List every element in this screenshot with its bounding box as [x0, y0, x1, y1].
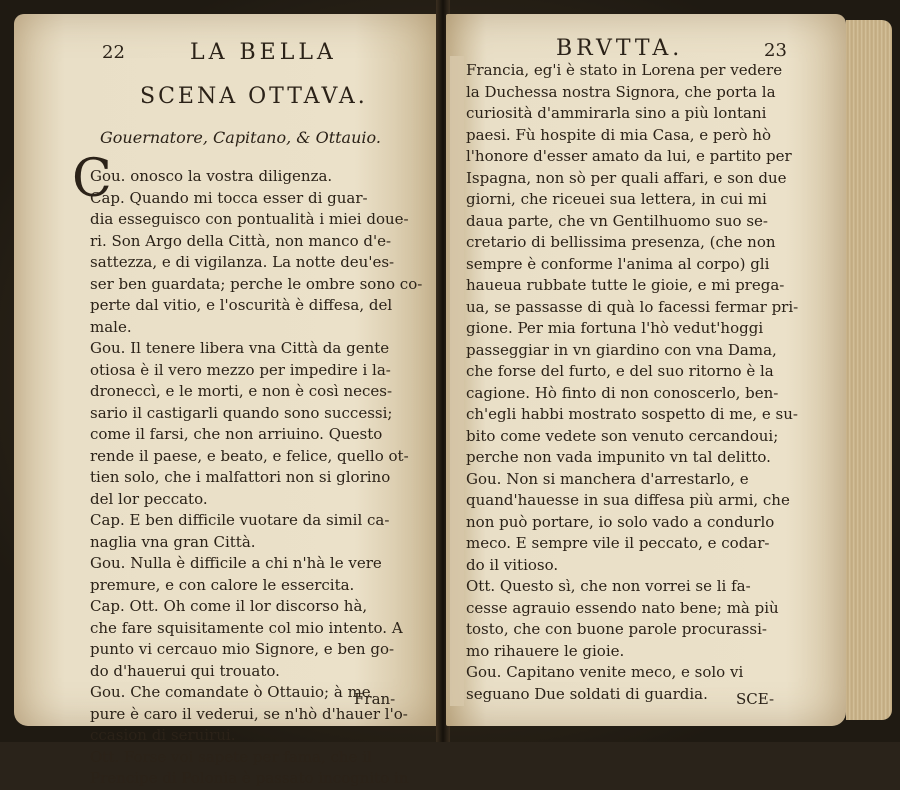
text-line: haueua rubbate tutte le gioie, e mi prega-: [466, 276, 785, 294]
text-line: Gou. Nulla è difficile a chi n'hà le vere: [90, 554, 382, 572]
text-line: Gou. onosco la vostra diligenza.: [90, 167, 333, 185]
text-line: Gou. Capitano venite meco, e solo vi: [466, 663, 744, 681]
text-line: male.: [90, 317, 132, 336]
text-line: Cap. E ben difficile vuotare da simil ca-: [90, 511, 390, 529]
text-line: rende il paese, e beato, e felice, quello ot-: [90, 446, 409, 465]
text-line: cagione. Hò finto di non conoscerlo, ben-: [466, 383, 779, 402]
page-edges: [846, 20, 892, 720]
catchword-left: Fran-: [354, 690, 396, 708]
text-line: do il vitioso.: [466, 555, 559, 574]
scene-title: SCENA OTTAVA.: [140, 84, 368, 109]
text-line: bito come vedete son venuto cercandoui;: [466, 426, 779, 445]
right-page: [446, 14, 846, 726]
text-line: Ott. Questo sì, che non vorrei se li fa-: [466, 577, 751, 595]
text-line: perte dal vitio, e l'oscurità è diffesa, del: [90, 296, 393, 314]
page-number-left: 22: [102, 42, 125, 63]
text-line: droneccì, e le morti, e non è così neces-: [90, 382, 393, 400]
text-line: ua, se passasse di quà lo facessi fermar pri-: [466, 297, 799, 316]
text-line: seguano Due soldati di guardia.: [466, 684, 708, 703]
text-line: sario il castigarli quando sono successi;: [90, 403, 393, 422]
text-line: Ispagna, non sò per quali affari, e son due: [466, 168, 787, 187]
text-line: tien solo, che i malfattori non si glorino: [90, 468, 391, 486]
text-line: punto vi cercauo mio Signore, e ben go-: [90, 640, 395, 658]
text-line: gione. Per mia fortuna l'hò vedut'hoggi: [466, 319, 764, 337]
text-line: ri. Son Argo della Città, non manco d'e-: [90, 231, 392, 250]
text-line: Francia, eg'i è stato in Lorena per vedere: [466, 61, 783, 79]
text-line: Gou. Non si manchera d'arrestarlo, e: [466, 469, 749, 488]
text-line: giorni, che riceuei sua lettera, in cui mi: [466, 190, 767, 208]
page-number-right: 23: [764, 40, 787, 61]
text-line: ccasion di seruirui.: [90, 726, 236, 744]
text-line: Cap. Ott. Oh come il lor discorso hà,: [90, 597, 368, 615]
running-head-right: BRVTTA.: [556, 36, 684, 61]
text-line: daua parte, che vn Gentilhuomo suo se-: [466, 211, 768, 230]
text-line: sempre è conforme l'anima al corpo) gli: [466, 254, 770, 273]
paper-fold-strip: [450, 56, 464, 706]
text-line: non può portare, io solo vado a condurlo: [466, 512, 775, 531]
text-line: Cap. Quando mi tocca esser di guar-: [90, 188, 368, 207]
text-line: pure è caro il vederui, se n'hò d'hauer l'o-: [90, 704, 408, 723]
text-line: del lor peccato.: [90, 489, 208, 508]
text-line: curiosità d'ammirarla sino a più lontani: [466, 104, 767, 122]
text-line: ser ben guardata; perche le ombre sono co-: [90, 274, 423, 293]
running-head-left: LA BELLA: [190, 40, 337, 65]
scene-speakers: Gouernatore, Capitano, & Ottauio.: [100, 128, 381, 147]
text-line: quand'hauesse in sua diffesa più armi, che: [466, 491, 790, 509]
text-line: Prencipe di Polonia è passato incognito in: [90, 769, 409, 787]
text-line: perche non vada impunito vn tal delitto.: [466, 448, 771, 466]
right-text-block: [466, 60, 838, 705]
catchword-right: SCE-: [736, 690, 775, 708]
text-line: do d'hauerui qui trouato.: [90, 661, 280, 680]
text-line: che forse del furto, e del suo ritorno è la: [466, 362, 774, 380]
text-line: Gou. Il tenere libera vna Città da gente: [90, 339, 390, 357]
text-line: paesi. Fù hospite di mia Casa, e però hò: [466, 125, 772, 144]
text-line: la Duchessa nostra Signora, che porta la: [466, 82, 776, 101]
text-line: cesse agrauio essendo nato bene; mà più: [466, 598, 779, 617]
text-line: tosto, che con buone parole procurassi-: [466, 620, 767, 638]
text-line: dia esseguisco con pontualità i miei doue-: [90, 210, 409, 228]
text-line: ch'egli habbi mostrato sospetto di me, e su-: [466, 405, 798, 423]
text-line: sattezza, e di vigilanza. La notte deu'es-: [90, 253, 395, 271]
text-line: naglia vna gran Città.: [90, 532, 256, 551]
text-line: meco. E sempre vile il peccato, e codar-: [466, 534, 770, 552]
text-line: come il farsi, che non arriuino. Questo: [90, 425, 383, 443]
text-line: cretario di bellissima presenza, (che non: [466, 233, 776, 251]
text-line: otiosa è il vero mezzo per impedire i la-: [90, 360, 391, 379]
text-line: l'honore d'esser amato da lui, e partito per: [466, 147, 792, 165]
text-line: mo rihauere le gioie.: [466, 641, 625, 660]
drop-cap: C: [72, 149, 112, 209]
text-line: premure, e con calore le essercita.: [90, 575, 355, 594]
text-line: che fare squisitamente col mio intento. A: [90, 618, 403, 637]
text-line: Gou. Che comandate ò Ottauio; à me: [90, 683, 371, 701]
text-line: Ott. Forse voi sapete per fama, che il: [90, 747, 372, 766]
left-page: [14, 14, 440, 787]
text-line: passeggiar in vn giardino con vna Dama,: [466, 340, 777, 359]
